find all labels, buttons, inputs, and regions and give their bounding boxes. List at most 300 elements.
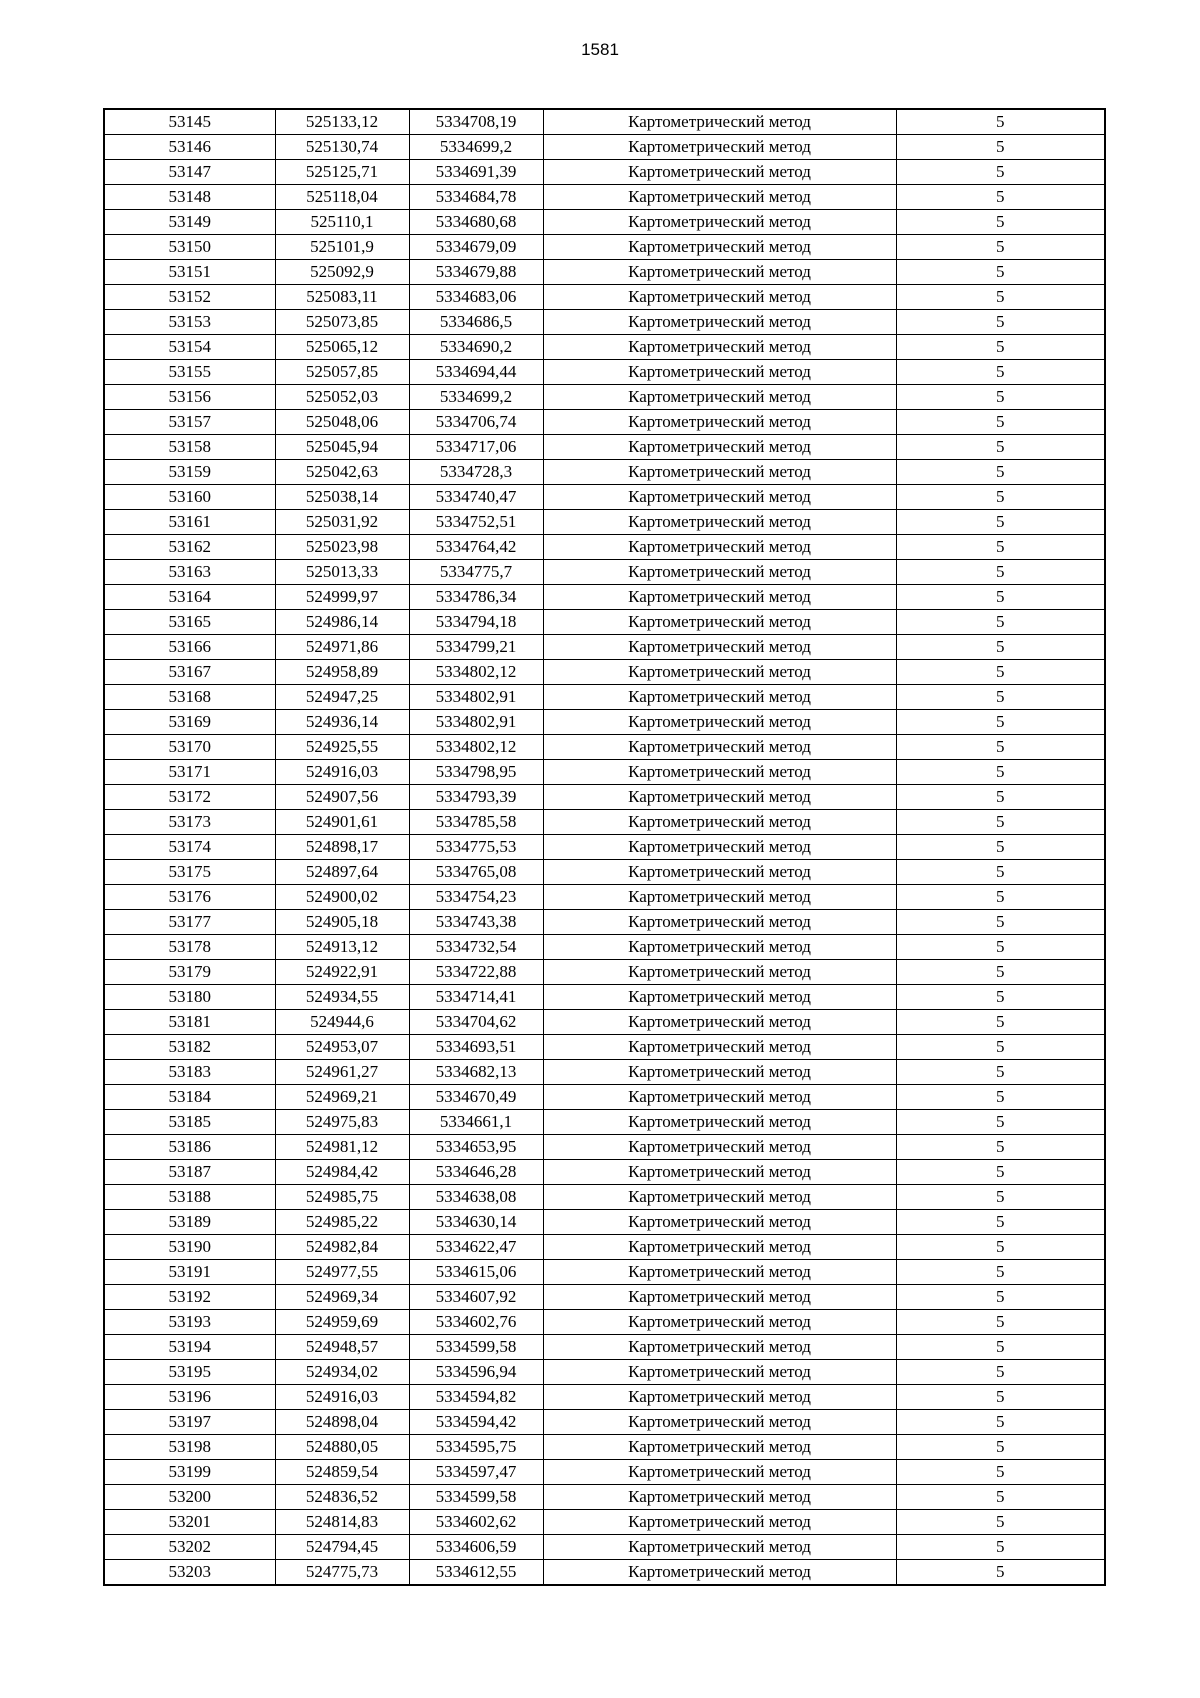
y-coordinate-cell: 5334785,58 bbox=[409, 810, 543, 835]
method-cell: Картометрический метод bbox=[543, 1260, 896, 1285]
accuracy-cell: 5 bbox=[896, 1060, 1105, 1085]
accuracy-cell: 5 bbox=[896, 210, 1105, 235]
accuracy-cell: 5 bbox=[896, 585, 1105, 610]
y-coordinate-cell: 5334775,7 bbox=[409, 560, 543, 585]
y-coordinate-cell: 5334694,44 bbox=[409, 360, 543, 385]
accuracy-cell: 5 bbox=[896, 435, 1105, 460]
method-cell: Картометрический метод bbox=[543, 710, 896, 735]
y-coordinate-cell: 5334765,08 bbox=[409, 860, 543, 885]
table-row bbox=[104, 210, 1105, 235]
y-coordinate-cell: 5334653,95 bbox=[409, 1135, 543, 1160]
x-coordinate-cell: 525038,14 bbox=[275, 485, 409, 510]
accuracy-cell: 5 bbox=[896, 109, 1105, 135]
method-cell: Картометрический метод bbox=[543, 1410, 896, 1435]
method-cell: Картометрический метод bbox=[543, 109, 896, 135]
accuracy-cell: 5 bbox=[896, 1435, 1105, 1460]
y-coordinate-cell: 5334607,92 bbox=[409, 1285, 543, 1310]
accuracy-cell: 5 bbox=[896, 1410, 1105, 1435]
method-cell: Картометрический метод bbox=[543, 535, 896, 560]
method-cell: Картометрический метод bbox=[543, 385, 896, 410]
y-coordinate-cell: 5334612,55 bbox=[409, 1560, 543, 1586]
y-coordinate-cell: 5334752,51 bbox=[409, 510, 543, 535]
table-row bbox=[104, 1385, 1105, 1410]
accuracy-cell: 5 bbox=[896, 1360, 1105, 1385]
point-number-cell: 53187 bbox=[104, 1160, 275, 1185]
accuracy-cell: 5 bbox=[896, 535, 1105, 560]
accuracy-cell: 5 bbox=[896, 1285, 1105, 1310]
accuracy-cell: 5 bbox=[896, 635, 1105, 660]
method-cell: Картометрический метод bbox=[543, 735, 896, 760]
y-coordinate-cell: 5334594,42 bbox=[409, 1410, 543, 1435]
point-number-cell: 53189 bbox=[104, 1210, 275, 1235]
method-cell: Картометрический метод bbox=[543, 835, 896, 860]
table-row bbox=[104, 1060, 1105, 1085]
x-coordinate-cell: 524948,57 bbox=[275, 1335, 409, 1360]
y-coordinate-cell: 5334602,62 bbox=[409, 1510, 543, 1535]
y-coordinate-cell: 5334670,49 bbox=[409, 1085, 543, 1110]
method-cell: Картометрический метод bbox=[543, 185, 896, 210]
table-row bbox=[104, 1435, 1105, 1460]
accuracy-cell: 5 bbox=[896, 1310, 1105, 1335]
x-coordinate-cell: 525133,12 bbox=[275, 109, 409, 135]
method-cell: Картометрический метод bbox=[543, 1210, 896, 1235]
point-number-cell: 53150 bbox=[104, 235, 275, 260]
x-coordinate-cell: 524922,91 bbox=[275, 960, 409, 985]
accuracy-cell: 5 bbox=[896, 1385, 1105, 1410]
method-cell: Картометрический метод bbox=[543, 1160, 896, 1185]
point-number-cell: 53146 bbox=[104, 135, 275, 160]
point-number-cell: 53191 bbox=[104, 1260, 275, 1285]
point-number-cell: 53165 bbox=[104, 610, 275, 635]
y-coordinate-cell: 5334708,19 bbox=[409, 109, 543, 135]
y-coordinate-cell: 5334717,06 bbox=[409, 435, 543, 460]
y-coordinate-cell: 5334661,1 bbox=[409, 1110, 543, 1135]
point-number-cell: 53186 bbox=[104, 1135, 275, 1160]
method-cell: Картометрический метод bbox=[543, 260, 896, 285]
table-row bbox=[104, 1410, 1105, 1435]
y-coordinate-cell: 5334596,94 bbox=[409, 1360, 543, 1385]
x-coordinate-cell: 524953,07 bbox=[275, 1035, 409, 1060]
accuracy-cell: 5 bbox=[896, 610, 1105, 635]
method-cell: Картометрический метод bbox=[543, 1110, 896, 1135]
x-coordinate-cell: 525045,94 bbox=[275, 435, 409, 460]
y-coordinate-cell: 5334682,13 bbox=[409, 1060, 543, 1085]
y-coordinate-cell: 5334798,95 bbox=[409, 760, 543, 785]
accuracy-cell: 5 bbox=[896, 810, 1105, 835]
y-coordinate-cell: 5334714,41 bbox=[409, 985, 543, 1010]
method-cell: Картометрический метод bbox=[543, 685, 896, 710]
method-cell: Картометрический метод bbox=[543, 1385, 896, 1410]
method-cell: Картометрический метод bbox=[543, 460, 896, 485]
coordinates-table-body bbox=[104, 109, 1105, 1585]
x-coordinate-cell: 524975,83 bbox=[275, 1110, 409, 1135]
point-number-cell: 53196 bbox=[104, 1385, 275, 1410]
point-number-cell: 53152 bbox=[104, 285, 275, 310]
x-coordinate-cell: 525052,03 bbox=[275, 385, 409, 410]
x-coordinate-cell: 524969,21 bbox=[275, 1085, 409, 1110]
method-cell: Картометрический метод bbox=[543, 1235, 896, 1260]
point-number-cell: 53202 bbox=[104, 1535, 275, 1560]
table-row bbox=[104, 385, 1105, 410]
point-number-cell: 53159 bbox=[104, 460, 275, 485]
accuracy-cell: 5 bbox=[896, 1010, 1105, 1035]
method-cell: Картометрический метод bbox=[543, 885, 896, 910]
accuracy-cell: 5 bbox=[896, 310, 1105, 335]
x-coordinate-cell: 524986,14 bbox=[275, 610, 409, 635]
x-coordinate-cell: 524984,42 bbox=[275, 1160, 409, 1185]
accuracy-cell: 5 bbox=[896, 410, 1105, 435]
y-coordinate-cell: 5334802,12 bbox=[409, 660, 543, 685]
table-row bbox=[104, 885, 1105, 910]
table-row bbox=[104, 260, 1105, 285]
method-cell: Картометрический метод bbox=[543, 360, 896, 385]
point-number-cell: 53168 bbox=[104, 685, 275, 710]
method-cell: Картометрический метод bbox=[543, 660, 896, 685]
y-coordinate-cell: 5334793,39 bbox=[409, 785, 543, 810]
table-row bbox=[104, 660, 1105, 685]
accuracy-cell: 5 bbox=[896, 1035, 1105, 1060]
y-coordinate-cell: 5334732,54 bbox=[409, 935, 543, 960]
x-coordinate-cell: 525130,74 bbox=[275, 135, 409, 160]
x-coordinate-cell: 525023,98 bbox=[275, 535, 409, 560]
method-cell: Картометрический метод bbox=[543, 1310, 896, 1335]
point-number-cell: 53184 bbox=[104, 1085, 275, 1110]
table-row bbox=[104, 1160, 1105, 1185]
y-coordinate-cell: 5334680,68 bbox=[409, 210, 543, 235]
y-coordinate-cell: 5334699,2 bbox=[409, 385, 543, 410]
accuracy-cell: 5 bbox=[896, 360, 1105, 385]
table-row bbox=[104, 235, 1105, 260]
table-row bbox=[104, 1235, 1105, 1260]
x-coordinate-cell: 524905,18 bbox=[275, 910, 409, 935]
x-coordinate-cell: 525092,9 bbox=[275, 260, 409, 285]
point-number-cell: 53175 bbox=[104, 860, 275, 885]
x-coordinate-cell: 524985,75 bbox=[275, 1185, 409, 1210]
method-cell: Картометрический метод bbox=[543, 1460, 896, 1485]
method-cell: Картометрический метод bbox=[543, 1535, 896, 1560]
table-row bbox=[104, 785, 1105, 810]
method-cell: Картометрический метод bbox=[543, 160, 896, 185]
accuracy-cell: 5 bbox=[896, 935, 1105, 960]
table-row bbox=[104, 410, 1105, 435]
accuracy-cell: 5 bbox=[896, 510, 1105, 535]
table-row bbox=[104, 1035, 1105, 1060]
y-coordinate-cell: 5334704,62 bbox=[409, 1010, 543, 1035]
point-number-cell: 53182 bbox=[104, 1035, 275, 1060]
y-coordinate-cell: 5334764,42 bbox=[409, 535, 543, 560]
table-row bbox=[104, 135, 1105, 160]
y-coordinate-cell: 5334602,76 bbox=[409, 1310, 543, 1335]
table-row bbox=[104, 960, 1105, 985]
point-number-cell: 53172 bbox=[104, 785, 275, 810]
point-number-cell: 53185 bbox=[104, 1110, 275, 1135]
table-row bbox=[104, 1210, 1105, 1235]
point-number-cell: 53200 bbox=[104, 1485, 275, 1510]
point-number-cell: 53198 bbox=[104, 1435, 275, 1460]
y-coordinate-cell: 5334802,91 bbox=[409, 710, 543, 735]
y-coordinate-cell: 5334706,74 bbox=[409, 410, 543, 435]
method-cell: Картометрический метод bbox=[543, 810, 896, 835]
y-coordinate-cell: 5334683,06 bbox=[409, 285, 543, 310]
y-coordinate-cell: 5334693,51 bbox=[409, 1035, 543, 1060]
x-coordinate-cell: 524936,14 bbox=[275, 710, 409, 735]
x-coordinate-cell: 525042,63 bbox=[275, 460, 409, 485]
accuracy-cell: 5 bbox=[896, 835, 1105, 860]
table-row bbox=[104, 1335, 1105, 1360]
accuracy-cell: 5 bbox=[896, 1535, 1105, 1560]
y-coordinate-cell: 5334690,2 bbox=[409, 335, 543, 360]
x-coordinate-cell: 524925,55 bbox=[275, 735, 409, 760]
accuracy-cell: 5 bbox=[896, 860, 1105, 885]
point-number-cell: 53203 bbox=[104, 1560, 275, 1586]
x-coordinate-cell: 524898,04 bbox=[275, 1410, 409, 1435]
point-number-cell: 53181 bbox=[104, 1010, 275, 1035]
accuracy-cell: 5 bbox=[896, 260, 1105, 285]
point-number-cell: 53177 bbox=[104, 910, 275, 935]
method-cell: Картометрический метод bbox=[543, 985, 896, 1010]
table-row bbox=[104, 910, 1105, 935]
table-row bbox=[104, 735, 1105, 760]
y-coordinate-cell: 5334728,3 bbox=[409, 460, 543, 485]
x-coordinate-cell: 524775,73 bbox=[275, 1560, 409, 1586]
table-row bbox=[104, 1135, 1105, 1160]
point-number-cell: 53169 bbox=[104, 710, 275, 735]
x-coordinate-cell: 525065,12 bbox=[275, 335, 409, 360]
point-number-cell: 53170 bbox=[104, 735, 275, 760]
method-cell: Картометрический метод bbox=[543, 235, 896, 260]
accuracy-cell: 5 bbox=[896, 335, 1105, 360]
point-number-cell: 53161 bbox=[104, 510, 275, 535]
x-coordinate-cell: 524907,56 bbox=[275, 785, 409, 810]
table-row bbox=[104, 1260, 1105, 1285]
accuracy-cell: 5 bbox=[896, 1085, 1105, 1110]
x-coordinate-cell: 524982,84 bbox=[275, 1235, 409, 1260]
x-coordinate-cell: 524916,03 bbox=[275, 760, 409, 785]
table-row bbox=[104, 685, 1105, 710]
accuracy-cell: 5 bbox=[896, 1185, 1105, 1210]
x-coordinate-cell: 524859,54 bbox=[275, 1460, 409, 1485]
table-row bbox=[104, 1085, 1105, 1110]
y-coordinate-cell: 5334646,28 bbox=[409, 1160, 543, 1185]
method-cell: Картометрический метод bbox=[543, 1035, 896, 1060]
point-number-cell: 53157 bbox=[104, 410, 275, 435]
point-number-cell: 53179 bbox=[104, 960, 275, 985]
table-row bbox=[104, 510, 1105, 535]
method-cell: Картометрический метод bbox=[543, 1010, 896, 1035]
x-coordinate-cell: 525031,92 bbox=[275, 510, 409, 535]
point-number-cell: 53176 bbox=[104, 885, 275, 910]
table-row bbox=[104, 1535, 1105, 1560]
table-row bbox=[104, 535, 1105, 560]
page-number: 1581 bbox=[581, 40, 619, 59]
y-coordinate-cell: 5334615,06 bbox=[409, 1260, 543, 1285]
x-coordinate-cell: 524900,02 bbox=[275, 885, 409, 910]
y-coordinate-cell: 5334722,88 bbox=[409, 960, 543, 985]
y-coordinate-cell: 5334691,39 bbox=[409, 160, 543, 185]
x-coordinate-cell: 524971,86 bbox=[275, 635, 409, 660]
table-row bbox=[104, 460, 1105, 485]
point-number-cell: 53201 bbox=[104, 1510, 275, 1535]
x-coordinate-cell: 525125,71 bbox=[275, 160, 409, 185]
table-row bbox=[104, 185, 1105, 210]
accuracy-cell: 5 bbox=[896, 735, 1105, 760]
y-coordinate-cell: 5334775,53 bbox=[409, 835, 543, 860]
y-coordinate-cell: 5334630,14 bbox=[409, 1210, 543, 1235]
point-number-cell: 53167 bbox=[104, 660, 275, 685]
accuracy-cell: 5 bbox=[896, 760, 1105, 785]
y-coordinate-cell: 5334679,09 bbox=[409, 235, 543, 260]
method-cell: Картометрический метод bbox=[543, 510, 896, 535]
method-cell: Картометрический метод bbox=[543, 1085, 896, 1110]
x-coordinate-cell: 524934,02 bbox=[275, 1360, 409, 1385]
method-cell: Картометрический метод bbox=[543, 1335, 896, 1360]
y-coordinate-cell: 5334597,47 bbox=[409, 1460, 543, 1485]
accuracy-cell: 5 bbox=[896, 1335, 1105, 1360]
x-coordinate-cell: 524969,34 bbox=[275, 1285, 409, 1310]
table-row bbox=[104, 1110, 1105, 1135]
accuracy-cell: 5 bbox=[896, 185, 1105, 210]
y-coordinate-cell: 5334802,12 bbox=[409, 735, 543, 760]
x-coordinate-cell: 525110,1 bbox=[275, 210, 409, 235]
point-number-cell: 53171 bbox=[104, 760, 275, 785]
accuracy-cell: 5 bbox=[896, 660, 1105, 685]
x-coordinate-cell: 524981,12 bbox=[275, 1135, 409, 1160]
table-row bbox=[104, 360, 1105, 385]
table-row bbox=[104, 610, 1105, 635]
method-cell: Картометрический метод bbox=[543, 1285, 896, 1310]
accuracy-cell: 5 bbox=[896, 160, 1105, 185]
accuracy-cell: 5 bbox=[896, 985, 1105, 1010]
y-coordinate-cell: 5334595,75 bbox=[409, 1435, 543, 1460]
point-number-cell: 53199 bbox=[104, 1460, 275, 1485]
y-coordinate-cell: 5334594,82 bbox=[409, 1385, 543, 1410]
method-cell: Картометрический метод bbox=[543, 1360, 896, 1385]
method-cell: Картометрический метод bbox=[543, 135, 896, 160]
table-row bbox=[104, 1310, 1105, 1335]
accuracy-cell: 5 bbox=[896, 1235, 1105, 1260]
y-coordinate-cell: 5334754,23 bbox=[409, 885, 543, 910]
table-row bbox=[104, 160, 1105, 185]
table-row bbox=[104, 1560, 1105, 1586]
method-cell: Картометрический метод bbox=[543, 560, 896, 585]
point-number-cell: 53155 bbox=[104, 360, 275, 385]
x-coordinate-cell: 524916,03 bbox=[275, 1385, 409, 1410]
method-cell: Картометрический метод bbox=[543, 485, 896, 510]
accuracy-cell: 5 bbox=[896, 885, 1105, 910]
method-cell: Картометрический метод bbox=[543, 635, 896, 660]
table-row bbox=[104, 935, 1105, 960]
table-row bbox=[104, 1360, 1105, 1385]
accuracy-cell: 5 bbox=[896, 910, 1105, 935]
method-cell: Картометрический метод bbox=[543, 1560, 896, 1586]
table-row bbox=[104, 1510, 1105, 1535]
y-coordinate-cell: 5334599,58 bbox=[409, 1485, 543, 1510]
x-coordinate-cell: 525118,04 bbox=[275, 185, 409, 210]
y-coordinate-cell: 5334638,08 bbox=[409, 1185, 543, 1210]
table-row bbox=[104, 585, 1105, 610]
accuracy-cell: 5 bbox=[896, 710, 1105, 735]
point-number-cell: 53156 bbox=[104, 385, 275, 410]
y-coordinate-cell: 5334786,34 bbox=[409, 585, 543, 610]
point-number-cell: 53147 bbox=[104, 160, 275, 185]
point-number-cell: 53173 bbox=[104, 810, 275, 835]
y-coordinate-cell: 5334743,38 bbox=[409, 910, 543, 935]
x-coordinate-cell: 524958,89 bbox=[275, 660, 409, 685]
y-coordinate-cell: 5334794,18 bbox=[409, 610, 543, 635]
table-row bbox=[104, 635, 1105, 660]
x-coordinate-cell: 525101,9 bbox=[275, 235, 409, 260]
x-coordinate-cell: 524977,55 bbox=[275, 1260, 409, 1285]
x-coordinate-cell: 524794,45 bbox=[275, 1535, 409, 1560]
accuracy-cell: 5 bbox=[896, 135, 1105, 160]
accuracy-cell: 5 bbox=[896, 1135, 1105, 1160]
point-number-cell: 53174 bbox=[104, 835, 275, 860]
method-cell: Картометрический метод bbox=[543, 610, 896, 635]
table-row bbox=[104, 760, 1105, 785]
point-number-cell: 53190 bbox=[104, 1235, 275, 1260]
y-coordinate-cell: 5334622,47 bbox=[409, 1235, 543, 1260]
x-coordinate-cell: 524898,17 bbox=[275, 835, 409, 860]
x-coordinate-cell: 525048,06 bbox=[275, 410, 409, 435]
point-number-cell: 53154 bbox=[104, 335, 275, 360]
x-coordinate-cell: 524961,27 bbox=[275, 1060, 409, 1085]
table-row bbox=[104, 1010, 1105, 1035]
accuracy-cell: 5 bbox=[896, 1560, 1105, 1586]
method-cell: Картометрический метод bbox=[543, 585, 896, 610]
accuracy-cell: 5 bbox=[896, 1110, 1105, 1135]
table-row bbox=[104, 560, 1105, 585]
point-number-cell: 53160 bbox=[104, 485, 275, 510]
x-coordinate-cell: 525013,33 bbox=[275, 560, 409, 585]
method-cell: Картометрический метод bbox=[543, 910, 896, 935]
accuracy-cell: 5 bbox=[896, 560, 1105, 585]
point-number-cell: 53163 bbox=[104, 560, 275, 585]
table-row bbox=[104, 335, 1105, 360]
y-coordinate-cell: 5334799,21 bbox=[409, 635, 543, 660]
method-cell: Картометрический метод bbox=[543, 860, 896, 885]
point-number-cell: 53178 bbox=[104, 935, 275, 960]
x-coordinate-cell: 524985,22 bbox=[275, 1210, 409, 1235]
point-number-cell: 53164 bbox=[104, 585, 275, 610]
method-cell: Картометрический метод bbox=[543, 310, 896, 335]
point-number-cell: 53162 bbox=[104, 535, 275, 560]
x-coordinate-cell: 525083,11 bbox=[275, 285, 409, 310]
method-cell: Картометрический метод bbox=[543, 1060, 896, 1085]
method-cell: Картометрический метод bbox=[543, 1510, 896, 1535]
x-coordinate-cell: 524814,83 bbox=[275, 1510, 409, 1535]
table-row bbox=[104, 1285, 1105, 1310]
coordinates-table bbox=[103, 108, 1106, 1586]
point-number-cell: 53195 bbox=[104, 1360, 275, 1385]
x-coordinate-cell: 524999,97 bbox=[275, 585, 409, 610]
x-coordinate-cell: 525057,85 bbox=[275, 360, 409, 385]
point-number-cell: 53148 bbox=[104, 185, 275, 210]
point-number-cell: 53192 bbox=[104, 1285, 275, 1310]
table-row bbox=[104, 985, 1105, 1010]
point-number-cell: 53151 bbox=[104, 260, 275, 285]
table-row bbox=[104, 710, 1105, 735]
point-number-cell: 53166 bbox=[104, 635, 275, 660]
x-coordinate-cell: 524836,52 bbox=[275, 1485, 409, 1510]
point-number-cell: 53158 bbox=[104, 435, 275, 460]
method-cell: Картометрический метод bbox=[543, 935, 896, 960]
method-cell: Картометрический метод bbox=[543, 760, 896, 785]
method-cell: Картометрический метод bbox=[543, 335, 896, 360]
x-coordinate-cell: 524947,25 bbox=[275, 685, 409, 710]
method-cell: Картометрический метод bbox=[543, 410, 896, 435]
method-cell: Картометрический метод bbox=[543, 785, 896, 810]
x-coordinate-cell: 524944,6 bbox=[275, 1010, 409, 1035]
